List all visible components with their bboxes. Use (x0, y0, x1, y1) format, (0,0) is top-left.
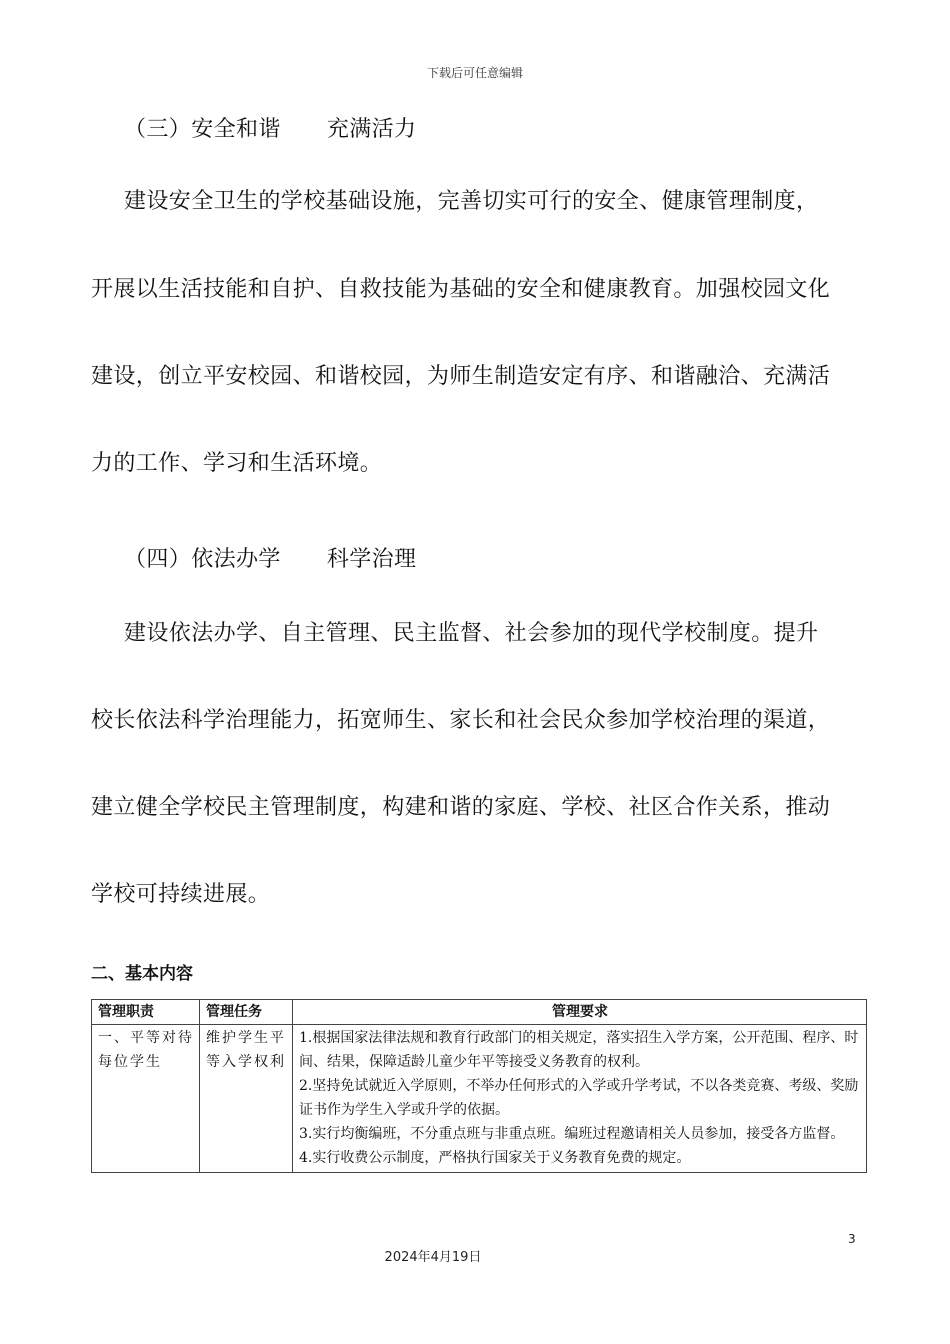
section4-title (91, 545, 899, 575)
table-header-row (92, 1000, 867, 1025)
section3-paragraph-line: 建设，创立平安校园、和谐校园，为师生制造安定有序、和谐融洽、充满活 (91, 364, 831, 389)
cell-task: 维护学生平等入学权利 (200, 1025, 293, 1173)
section4-paragraph-line: 校长依法科学治理能力，拓宽师生、家长和社会民众参加学校治理的渠道， (91, 708, 831, 733)
section4-title-part1: （四）依法办学 (124, 547, 281, 572)
section3-title (91, 115, 899, 145)
section4-paragraph-line: 建立健全学校民主管理制度，构建和谐的家庭、学校、社区合作关系，推动 (91, 795, 831, 820)
header-task: 管理任务 (200, 1000, 293, 1025)
page-header-note: 下载后可任意编辑 (426, 66, 523, 80)
requirement-item: 3.实行均衡编班，不分重点班与非重点班。编班过程邀请相关人员参加，接受各方监督。 (299, 1126, 845, 1142)
requirement-item: 4.实行收费公示制度，严格执行国家关于义务教育免费的规定。 (299, 1150, 691, 1166)
footer-date: 2024年4月19日 (384, 1250, 482, 1265)
header-requirements: 管理要求 (293, 1000, 867, 1025)
table-row (92, 1025, 867, 1173)
page-number: 3 (848, 1232, 856, 1246)
section4-paragraph-line: 建设依法办学、自主管理、民主监督、社会参加的现代学校制度。提升 (124, 621, 819, 646)
section3-paragraph-line: 开展以生活技能和自护、自救技能为基础的安全和健康教育。加强校园文化 (91, 277, 831, 302)
cell-duty: 一、平等对待每位学生 (92, 1025, 200, 1173)
section3-paragraph-line: 力的工作、学习和生活环境。 (91, 451, 383, 476)
section3-title-part1: （三）安全和谐 (124, 117, 281, 142)
management-table (91, 999, 867, 1173)
section4-paragraph-line: 学校可持续进展。 (91, 882, 271, 907)
cell-requirements (293, 1025, 867, 1173)
requirement-item: 1.根据国家法律法规和教育行政部门的相关规定，落实招生入学方案，公开范围、程序、时间、结果，保障适龄儿童少年平等接受义务教育的权利。 (299, 1030, 859, 1070)
requirement-item: 2.坚持免试就近入学原则，不举办任何形式的入学或升学考试，不以各类竞赛、考级、奖励证书作为学生入学或升学的依据。 (299, 1078, 859, 1118)
basic-content-title: 二、基本内容 (91, 964, 193, 984)
header-duty: 管理职责 (92, 1000, 200, 1025)
section4-title-part2: 科学治理 (326, 547, 417, 572)
section3-paragraph-line: 建设安全卫生的学校基础设施，完善切实可行的安全、健康管理制度， (124, 189, 819, 214)
section3-title-part2: 充满活力 (326, 117, 417, 142)
